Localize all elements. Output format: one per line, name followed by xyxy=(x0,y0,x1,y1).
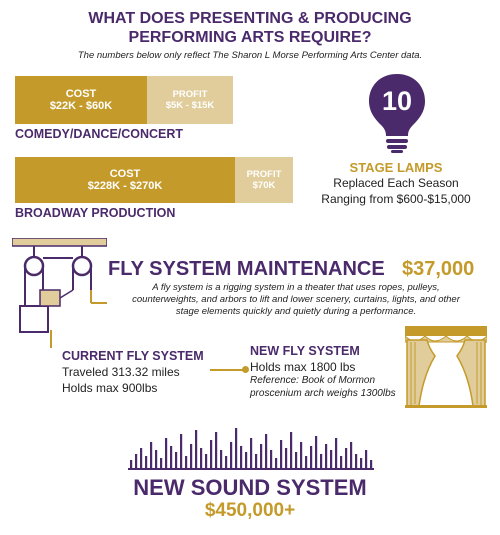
connector-line xyxy=(50,330,52,348)
wave-bar xyxy=(135,454,137,468)
fly-desc-line-1: A fly system is a rigging system in a theater that uses ropes, pulleys, xyxy=(152,282,440,293)
wave-bar xyxy=(335,438,337,468)
wave-bar xyxy=(350,442,352,468)
wave-bar xyxy=(365,450,367,468)
wave-bar xyxy=(300,442,302,468)
wave-bar xyxy=(195,430,197,468)
broadway-cost-segment xyxy=(15,157,235,203)
wave-bar xyxy=(225,456,227,468)
wave-bar xyxy=(130,460,132,468)
fly-desc-line-2: counterweights, and arbors to lift and lower scenery, curtains, lights, and other xyxy=(132,294,460,305)
wave-bar xyxy=(270,450,272,468)
wave-bar xyxy=(285,448,287,468)
wave-bar xyxy=(170,446,172,468)
wave-bar xyxy=(280,440,282,468)
broadway-caption: BROADWAY PRODUCTION xyxy=(15,206,176,220)
comedy-cost-bar xyxy=(15,76,233,124)
connector-arrow xyxy=(210,369,244,371)
sound-cost: $450,000+ xyxy=(204,500,296,521)
lamps-line-1: Replaced Each Season xyxy=(333,176,459,190)
wave-bar xyxy=(265,434,267,468)
wave-bar xyxy=(255,454,257,468)
title-line-2: PERFORMING ARTS REQUIRE? xyxy=(128,29,372,46)
comedy-cost-label: COST xyxy=(65,88,97,100)
new-fly-heading: NEW FLY SYSTEM xyxy=(250,344,360,358)
broadway-cost-value: $228K - $270K xyxy=(87,180,163,192)
wave-bar xyxy=(155,450,157,468)
wave-baseline xyxy=(128,468,374,470)
broadway-profit-value: $70K xyxy=(252,180,276,191)
subtitle: The numbers below only reflect The Sharon L Morse Performing Arts Center data. xyxy=(77,50,423,61)
wave-bar xyxy=(290,432,292,468)
wave-bar xyxy=(340,456,342,468)
wave-bar xyxy=(245,452,247,468)
wave-bar xyxy=(230,442,232,468)
wave-bar xyxy=(140,448,142,468)
wave-bar xyxy=(145,456,147,468)
new-fly-line-1: Holds max 1800 lbs xyxy=(250,360,356,374)
wave-bar xyxy=(295,452,297,468)
stage-curtain-icon xyxy=(405,326,487,408)
fly-desc-line-3: stage elements quickly and quietly during a performance. xyxy=(175,306,417,317)
lamps-line-2: Ranging from $600-$15,000 xyxy=(321,192,471,206)
wave-bar xyxy=(175,452,177,468)
broadway-profit-label: PROFIT xyxy=(246,169,282,180)
wave-bar xyxy=(150,442,152,468)
sound-wave-graphic xyxy=(128,428,374,470)
connector-dot xyxy=(242,366,249,373)
title-line-1: WHAT DOES PRESENTING & PRODUCING xyxy=(88,10,412,27)
wave-bar xyxy=(320,454,322,468)
wave-bar xyxy=(215,432,217,468)
wave-bar xyxy=(325,444,327,468)
broadway-profit-segment xyxy=(235,157,293,203)
wave-bar xyxy=(310,446,312,468)
wave-bar xyxy=(205,454,207,468)
comedy-cost-segment xyxy=(15,76,147,124)
wave-bar xyxy=(165,438,167,468)
wave-bar xyxy=(220,450,222,468)
wave-bar xyxy=(315,436,317,468)
wave-bar xyxy=(160,458,162,468)
comedy-caption: COMEDY/DANCE/CONCERT xyxy=(15,127,184,141)
wave-bar xyxy=(235,428,237,468)
current-fly-line-1: Traveled 313.32 miles xyxy=(62,365,180,379)
fly-heading: FLY SYSTEM MAINTENANCE xyxy=(108,258,385,280)
new-fly-ref-1: Reference: Book of Mormon xyxy=(250,375,376,386)
broadway-cost-label: COST xyxy=(109,168,141,180)
new-fly-ref-2: proscenium arch weighs 1300lbs xyxy=(250,388,396,399)
wave-bar xyxy=(240,446,242,468)
current-fly-line-2: Holds max 900lbs xyxy=(62,381,158,395)
wave-bar xyxy=(250,438,252,468)
comedy-profit-label: PROFIT xyxy=(172,89,208,100)
comedy-profit-segment xyxy=(147,76,233,124)
comedy-profit-value: $5K - $15K xyxy=(165,100,215,111)
wave-bar xyxy=(305,456,307,468)
wave-bar xyxy=(210,440,212,468)
wave-bar xyxy=(355,454,357,468)
wave-bar xyxy=(330,450,332,468)
wave-bar xyxy=(275,458,277,468)
fly-cost: $37,000 xyxy=(402,258,475,280)
sound-heading: NEW SOUND SYSTEM xyxy=(133,475,367,500)
wave-bar xyxy=(180,434,182,468)
lamp-count: 10 xyxy=(381,86,413,116)
wave-bar xyxy=(190,444,192,468)
broadway-cost-bar xyxy=(15,157,293,203)
comedy-cost-value: $22K - $60K xyxy=(49,100,113,112)
current-fly-heading: CURRENT FLY SYSTEM xyxy=(62,349,204,363)
wave-bar xyxy=(370,460,372,468)
wave-bar xyxy=(200,448,202,468)
fly-description xyxy=(100,282,492,318)
wave-bar xyxy=(360,458,362,468)
pulley-rigging-icon xyxy=(12,238,107,338)
wave-bar xyxy=(185,456,187,468)
wave-bar xyxy=(345,448,347,468)
wave-bar xyxy=(260,444,262,468)
lamps-heading: STAGE LAMPS xyxy=(349,160,443,175)
